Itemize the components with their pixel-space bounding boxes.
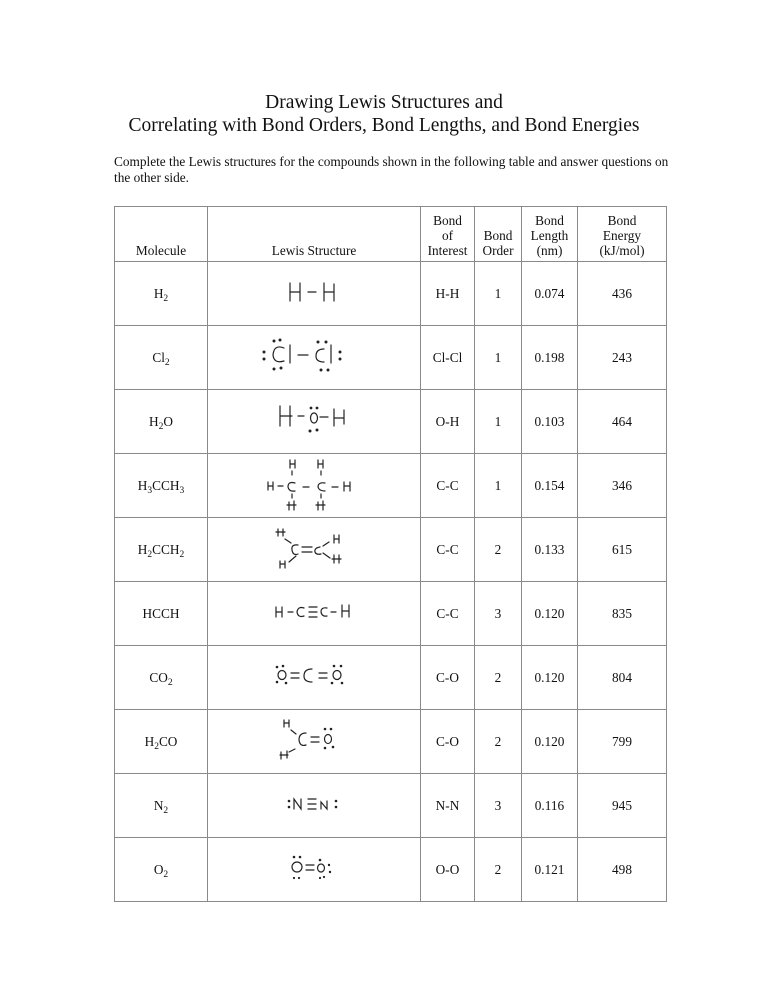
bond-order-cell: 2 [475, 710, 522, 774]
molecule-subscript: 3 [179, 485, 185, 496]
table-row [115, 646, 667, 710]
table-row [115, 262, 667, 326]
bond-of-interest-cell: N-N [421, 774, 475, 838]
header-lewis-structure: Lewis Structure [208, 207, 421, 262]
bond-length-cell: 0.120 [522, 582, 578, 646]
bond-energy-cell: 835 [578, 582, 667, 646]
molecule-formula-part: O [163, 413, 173, 429]
molecule-formula-part: H [144, 733, 155, 749]
bond-length-cell: 0.133 [522, 518, 578, 582]
bond-of-interest-cell: C-C [421, 582, 475, 646]
document-title-line-1: Drawing Lewis Structures and [265, 92, 503, 113]
header-line: (kJ/mol) [599, 243, 645, 258]
molecule-cell [115, 518, 208, 582]
molecule-formula-part: CO [158, 733, 178, 749]
lewis-structure-text [314, 694, 315, 695]
molecule-subscript: 2 [167, 677, 173, 688]
header-bond-energy [578, 207, 667, 262]
molecule-cell [115, 582, 208, 646]
table-row [115, 582, 667, 646]
lewis-structure-cell [208, 262, 421, 326]
lewis-structure-text [314, 438, 315, 439]
header-line: Energy [602, 228, 642, 243]
molecule-formula-part: H [137, 477, 148, 493]
bond-energy-cell: 436 [578, 262, 667, 326]
molecule-subscript: 2 [163, 869, 169, 880]
bond-of-interest-cell: O-H [421, 390, 475, 454]
bond-length-cell: 0.120 [522, 646, 578, 710]
molecule-subscript: 2 [163, 805, 169, 816]
handwritten-lewis-sketch-icon [266, 456, 362, 512]
lewis-structure-cell [208, 774, 421, 838]
handwritten-lewis-sketch-icon [286, 793, 342, 815]
header-bond-order [475, 207, 522, 262]
lewis-structure-cell [208, 518, 421, 582]
bond-energy-cell: 498 [578, 838, 667, 902]
handwritten-lewis-sketch-icon [274, 523, 354, 573]
molecule-formula-part: H [153, 285, 164, 301]
lewis-structure-text [314, 512, 315, 513]
table-row [115, 838, 667, 902]
handwritten-lewis-sketch-icon [274, 658, 354, 694]
bond-order-cell: 1 [475, 390, 522, 454]
lewis-structure-drawing [276, 402, 352, 438]
bond-length-cell: 0.103 [522, 390, 578, 454]
lewis-structure-cell [208, 326, 421, 390]
handwritten-lewis-sketch-icon [258, 336, 370, 376]
lewis-structure-drawing [279, 716, 349, 764]
bond-energy-cell: 804 [578, 646, 667, 710]
bond-of-interest-cell: O-O [421, 838, 475, 902]
lewis-structure-text [314, 573, 315, 574]
bond-order-cell: 1 [475, 262, 522, 326]
header-line: Interest [427, 243, 468, 258]
lewis-structure-cell [208, 838, 421, 902]
bond-length-cell: 0.121 [522, 838, 578, 902]
bond-length-cell: 0.074 [522, 262, 578, 326]
bond-order-cell: 2 [475, 646, 522, 710]
molecule-cell [115, 710, 208, 774]
molecule-formula-part: N [153, 797, 164, 813]
bond-length-cell: 0.120 [522, 710, 578, 774]
bond-order-cell: 1 [475, 454, 522, 518]
lewis-structure-text [314, 304, 315, 305]
bond-order-cell: 3 [475, 774, 522, 838]
molecule-cell [115, 262, 208, 326]
molecule-formula-part: HCCH [142, 605, 180, 621]
molecule-cell [115, 390, 208, 454]
molecule-formula-part: Cl [152, 349, 165, 365]
table-row [115, 518, 667, 582]
bond-order-cell: 2 [475, 838, 522, 902]
molecule-subscript: 2 [154, 741, 159, 752]
molecule-cell [115, 838, 208, 902]
molecule-formula-part: O [153, 861, 164, 877]
molecule-formula-part: CCH [152, 541, 180, 557]
header-line: Bond [535, 213, 564, 228]
molecule-formula-part: CCH [152, 477, 180, 493]
bond-order-cell: 2 [475, 518, 522, 582]
bond-of-interest-cell: H-H [421, 262, 475, 326]
lewis-structure-drawing [274, 523, 354, 573]
bond-energy-cell: 243 [578, 326, 667, 390]
bond-length-cell: 0.116 [522, 774, 578, 838]
molecule-subscript: 2 [164, 357, 170, 368]
lewis-structure-drawing [289, 853, 339, 883]
lewis-structure-cell [208, 390, 421, 454]
lewis-structure-drawing [266, 456, 362, 512]
bond-length-cell: 0.154 [522, 454, 578, 518]
lewis-structure-cell [208, 454, 421, 518]
handwritten-lewis-sketch-icon [279, 716, 349, 764]
table-row [115, 326, 667, 390]
header-molecule: Molecule [115, 207, 208, 262]
handwritten-lewis-sketch-icon [284, 280, 344, 304]
header-bond-of-interest [421, 207, 475, 262]
header-bond-length [522, 207, 578, 262]
lewis-structure-drawing [284, 280, 344, 304]
lewis-structure-text [314, 883, 315, 884]
lewis-structure-text [314, 764, 315, 765]
bond-of-interest-cell: C-O [421, 646, 475, 710]
bond-energy-cell: 945 [578, 774, 667, 838]
lewis-structures-table [114, 206, 667, 902]
molecule-formula-part: H [137, 541, 148, 557]
bond-length-cell: 0.198 [522, 326, 578, 390]
table-row [115, 774, 667, 838]
bond-of-interest-cell: C-C [421, 518, 475, 582]
lewis-structure-cell [208, 710, 421, 774]
handwritten-lewis-sketch-icon [276, 402, 352, 438]
table-row [115, 710, 667, 774]
bond-of-interest-cell: C-O [421, 710, 475, 774]
header-line: (nm) [536, 243, 563, 258]
molecule-cell [115, 454, 208, 518]
molecule-cell [115, 646, 208, 710]
bond-of-interest-cell: Cl-Cl [421, 326, 475, 390]
molecule-subscript: 3 [147, 485, 153, 496]
header-line: Bond [433, 213, 462, 228]
molecule-subscript: 2 [147, 549, 153, 560]
header-line: Bond [607, 213, 637, 228]
molecule-cell [115, 774, 208, 838]
bond-energy-cell: 615 [578, 518, 667, 582]
bond-energy-cell: 464 [578, 390, 667, 454]
lewis-structure-drawing [274, 658, 354, 694]
document-title-line-2: Correlating with Bond Orders, Bond Lengths, and Bond Energies [128, 115, 640, 136]
lewis-structure-text [314, 815, 315, 816]
molecule-subscript: 2 [158, 421, 164, 432]
molecule-subscript: 2 [179, 549, 185, 560]
bond-order-cell: 1 [475, 326, 522, 390]
header-line: Order [482, 243, 514, 258]
table-row [115, 454, 667, 518]
bond-energy-cell: 346 [578, 454, 667, 518]
header-line: Bond [483, 228, 513, 243]
header-line: of [441, 228, 454, 243]
lewis-structure-text [314, 376, 315, 377]
lewis-structure-text [314, 623, 315, 624]
lewis-structure-cell [208, 646, 421, 710]
molecule-formula-part: H [149, 413, 159, 429]
molecule-formula-part: CO [149, 669, 168, 685]
table-row [115, 390, 667, 454]
lewis-structure-drawing [274, 601, 354, 623]
lewis-structure-cell [208, 582, 421, 646]
handwritten-lewis-sketch-icon [274, 601, 354, 623]
molecule-subscript: 2 [163, 293, 169, 304]
instructions-text: Complete the Lewis structures for the compounds shown in the following table and answer questions on the other side. [114, 154, 669, 185]
handwritten-lewis-sketch-icon [289, 853, 339, 883]
table-header-row [115, 207, 667, 262]
lewis-structure-drawing [286, 793, 342, 815]
lewis-structure-drawing [258, 336, 370, 376]
molecule-cell [115, 326, 208, 390]
bond-order-cell: 3 [475, 582, 522, 646]
header-line: Length [530, 228, 569, 243]
bond-of-interest-cell: C-C [421, 454, 475, 518]
bond-energy-cell: 799 [578, 710, 667, 774]
